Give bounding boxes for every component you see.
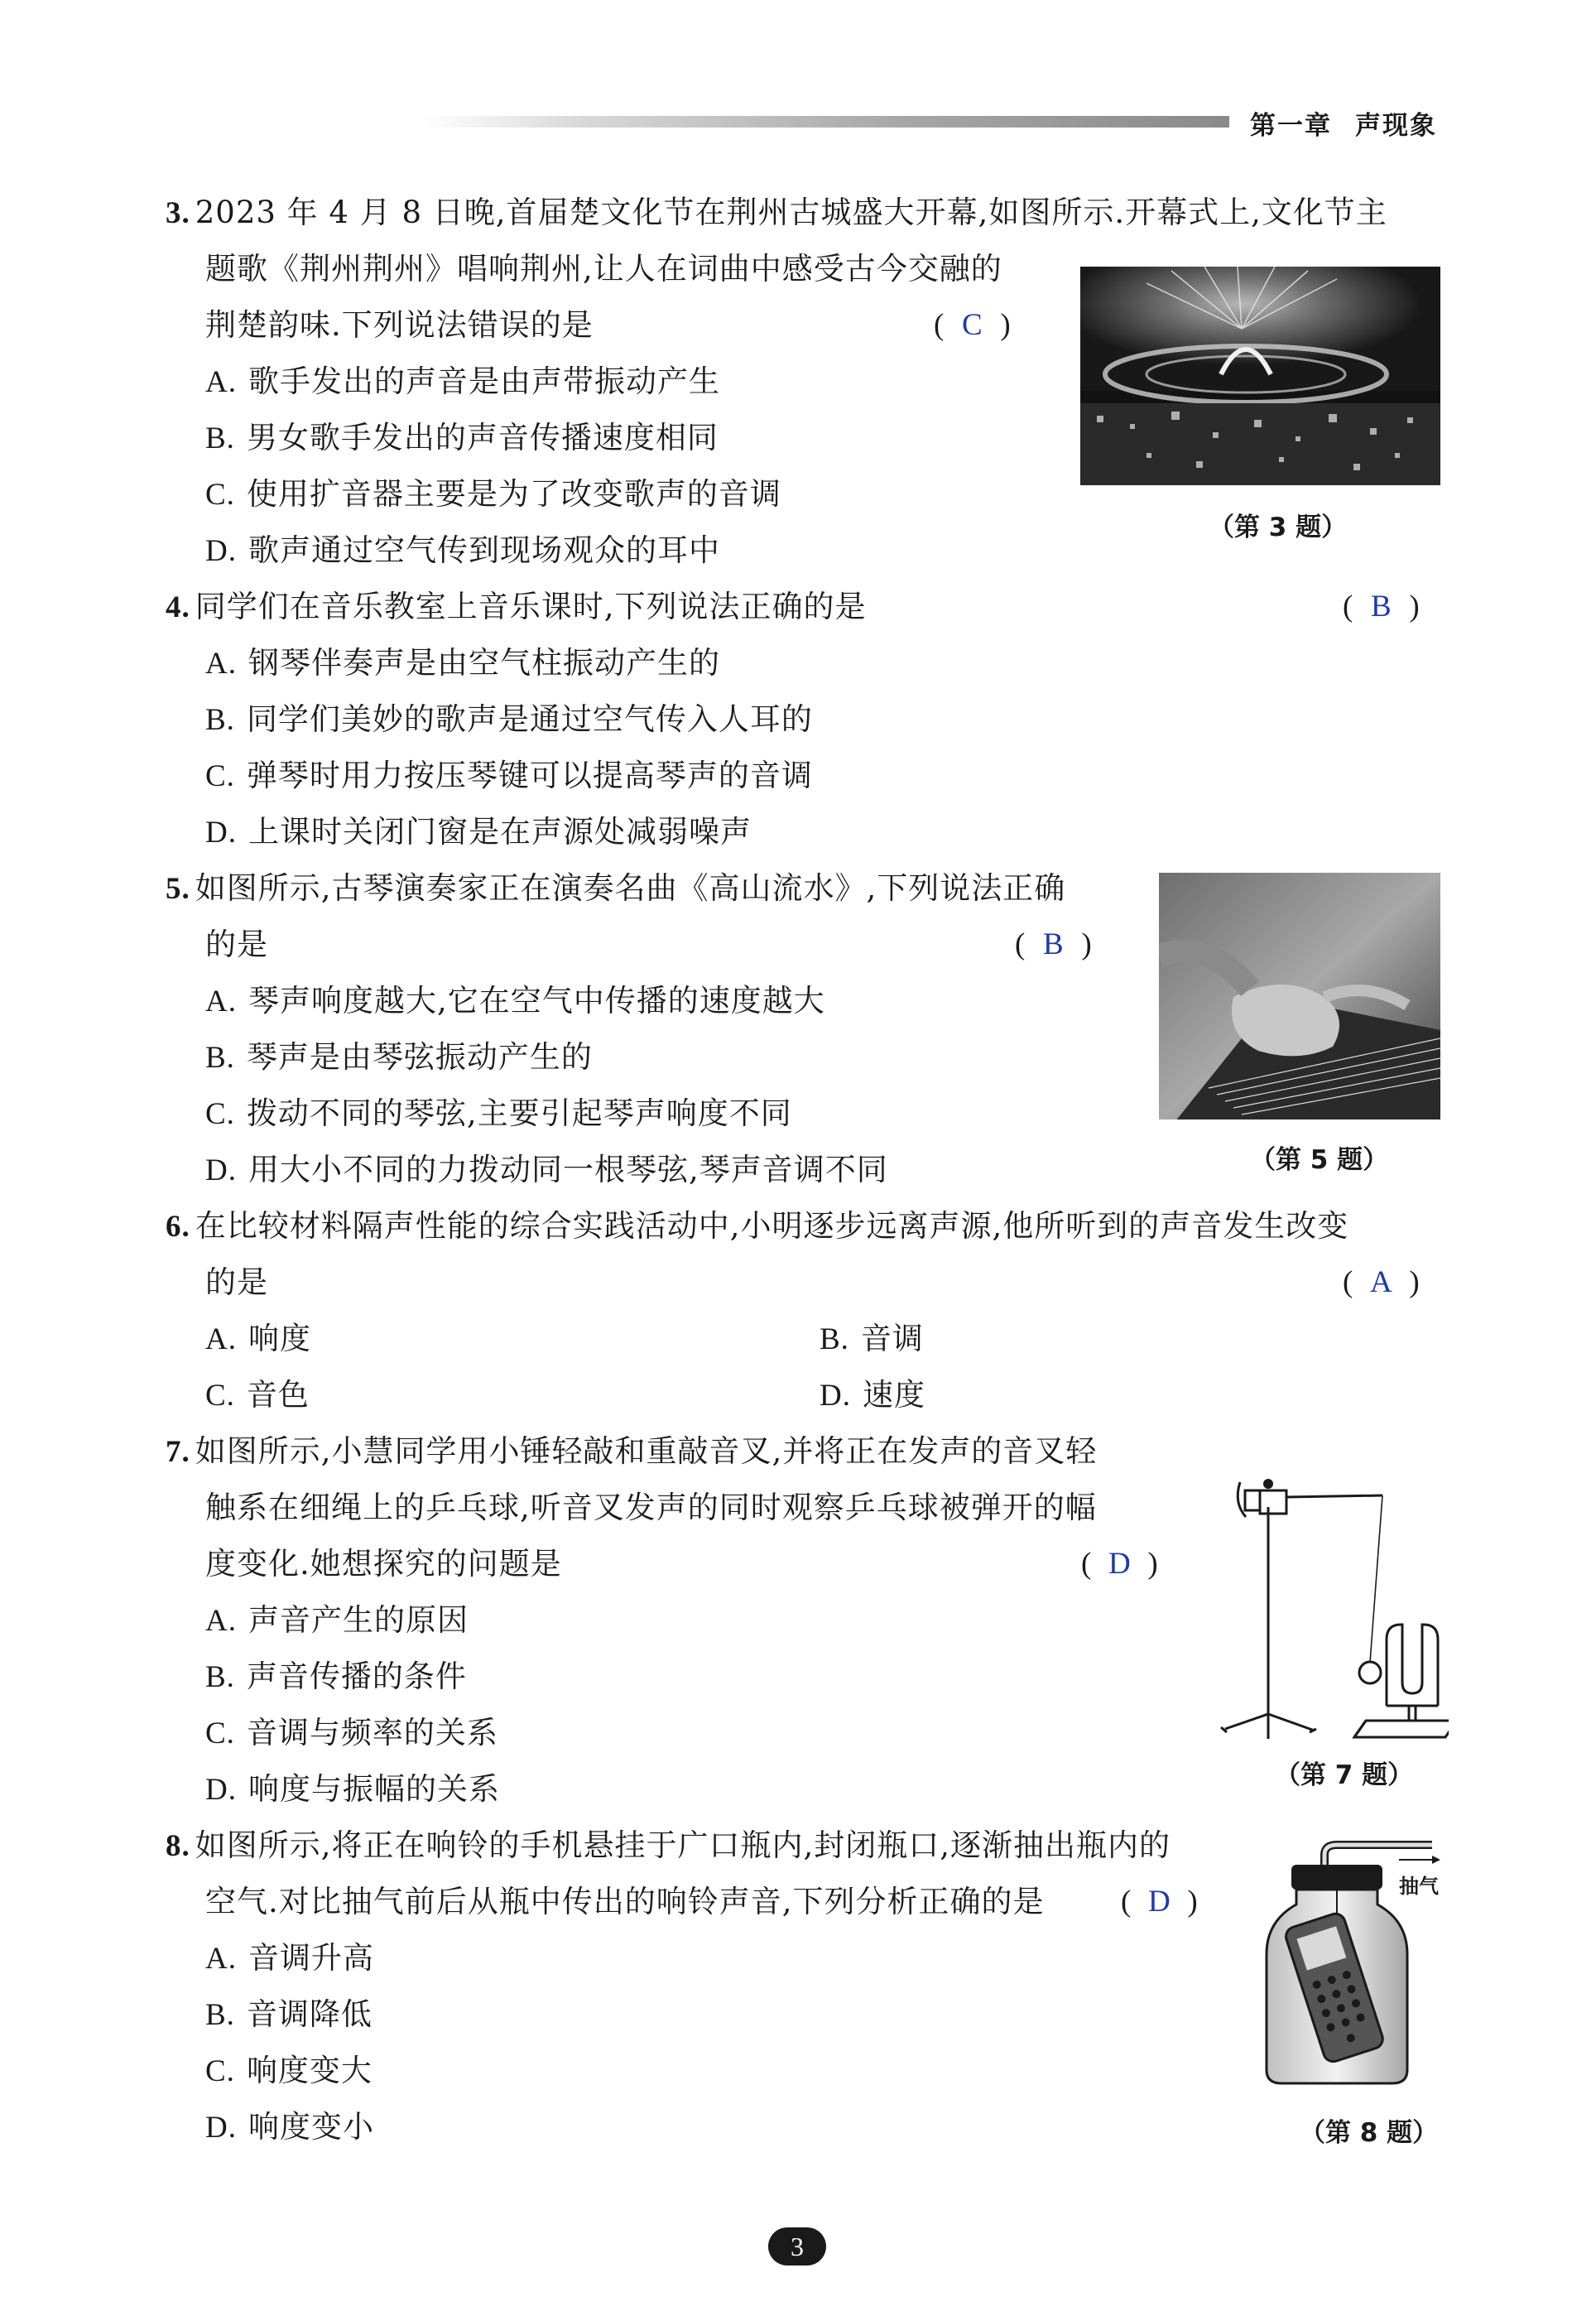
question-7-answer: ( D )	[1081, 1547, 1158, 1581]
question-3-option-b: B. 男女歌手发出的声音传播速度相同	[205, 420, 719, 455]
chapter-label: 第一章	[1250, 111, 1332, 141]
question-7-option-d: D. 响度与振幅的关系	[205, 1771, 500, 1807]
question-4-option-b: B. 同学们美妙的歌声是通过空气传入人耳的	[205, 701, 813, 737]
question-8-option-b: B. 音调降低	[205, 1996, 373, 2032]
question-6-option-b: B. 音调	[820, 1321, 924, 1356]
question-3-line-1: 3. 2023 年 4 月 8 日晚,首届楚文化节在荆州古城盛大开幕,如图所示.开幕式上,文化节主	[166, 195, 1387, 230]
question-6-option-a: A. 响度	[205, 1321, 311, 1356]
question-3-line-2: 题歌《荆州荆州》唱响荆州,让人在词曲中感受古今交融的	[205, 251, 1002, 286]
question-6-line-1: 6. 在比较材料隔声性能的综合实践活动中,小明逐步远离声源,他所听到的声音发生改变	[166, 1208, 1349, 1244]
question-5-line-1: 5. 如图所示,古琴演奏家正在演奏名曲《高山流水》,下列说法正确	[166, 870, 1066, 906]
question-8-option-c: C. 响度变大	[205, 2053, 373, 2088]
chapter-title: 声现象	[1355, 111, 1437, 141]
question-8-line-2: 空气.对比抽气前后从瓶中传出的响铃声音,下列分析正确的是	[205, 1884, 1045, 1919]
question-7-tuning-fork-diagram	[1217, 1466, 1449, 1747]
question-8-caption: （第 8 题）	[1300, 2118, 1439, 2148]
question-4-answer: ( B )	[1343, 590, 1420, 624]
question-7-line-3: 度变化.她想探究的问题是	[205, 1546, 562, 1582]
question-7-option-a: A. 声音产生的原因	[205, 1602, 469, 1638]
question-6-answer: ( A )	[1343, 1265, 1420, 1299]
question-7-line-2: 触系在细绳上的乒乓球,听音叉发声的同时观察乒乓球被弹开的幅	[205, 1490, 1097, 1525]
question-5-line-2: 的是	[205, 927, 268, 962]
question-7-line-1: 7. 如图所示,小慧同学用小锤轻敲和重敲音叉,并将正在发声的音叉轻	[166, 1433, 1098, 1469]
question-4-option-a: A. 钢琴伴奏声是由空气柱振动产生的	[205, 645, 720, 681]
question-7-option-c: C. 音调与频率的关系	[205, 1715, 498, 1750]
question-7-option-b: B. 声音传播的条件	[205, 1659, 467, 1694]
question-5-option-b: B. 琴声是由琴弦振动产生的	[205, 1039, 593, 1075]
question-6-option-c: C. 音色	[205, 1377, 310, 1413]
pump-air-label: 抽气	[1399, 1875, 1439, 1898]
question-3-answer: ( C )	[934, 308, 1011, 342]
question-5-option-c: C. 拨动不同的琴弦,主要引起琴声响度不同	[205, 1095, 792, 1131]
question-number: 3.	[166, 196, 190, 230]
question-4-option-d: D. 上课时关闭门窗是在声源处减弱噪声	[205, 814, 752, 850]
question-8-answer: ( D )	[1121, 1885, 1198, 1919]
question-8-option-d: D. 响度变小	[205, 2109, 374, 2145]
question-3-caption: （第 3 题）	[1209, 513, 1348, 542]
question-5-answer: ( B )	[1015, 927, 1092, 961]
page-header	[1250, 104, 1437, 142]
question-3-option-a: A. 歌手发出的声音是由声带振动产生	[205, 364, 720, 399]
header-decorative-bar	[422, 116, 1229, 128]
question-3-line-3: 荆楚韵味.下列说法错误的是	[205, 307, 594, 343]
question-4-option-c: C. 弹琴时用力按压琴键可以提高琴声的音调	[205, 758, 813, 793]
page-number: 3	[768, 2227, 826, 2265]
question-7-caption: （第 7 题）	[1275, 1760, 1414, 1790]
question-5-guqin-photo	[1159, 873, 1440, 1119]
question-6-option-d: D. 速度	[820, 1377, 925, 1413]
question-5-option-a: A. 琴声响度越大,它在空气中传播的速度越大	[205, 983, 825, 1018]
question-3-option-c: C. 使用扩音器主要是为了改变歌声的音调	[205, 476, 781, 512]
question-5-option-d: D. 用大小不同的力拨动同一根琴弦,琴声音调不同	[205, 1152, 888, 1187]
question-3-option-d: D. 歌声通过空气传到现场观众的耳中	[205, 532, 720, 568]
question-3-stage-photo	[1080, 267, 1440, 485]
question-8-line-1: 8. 如图所示,将正在响铃的手机悬挂于广口瓶内,封闭瓶口,逐渐抽出瓶内的	[166, 1827, 1171, 1863]
question-8-option-a: A. 音调升高	[205, 1940, 374, 1976]
question-4-line-1: 4. 同学们在音乐教室上音乐课时,下列说法正确的是	[166, 589, 867, 624]
question-6-line-2: 的是	[205, 1264, 268, 1300]
question-5-caption: （第 5 题）	[1250, 1145, 1389, 1175]
